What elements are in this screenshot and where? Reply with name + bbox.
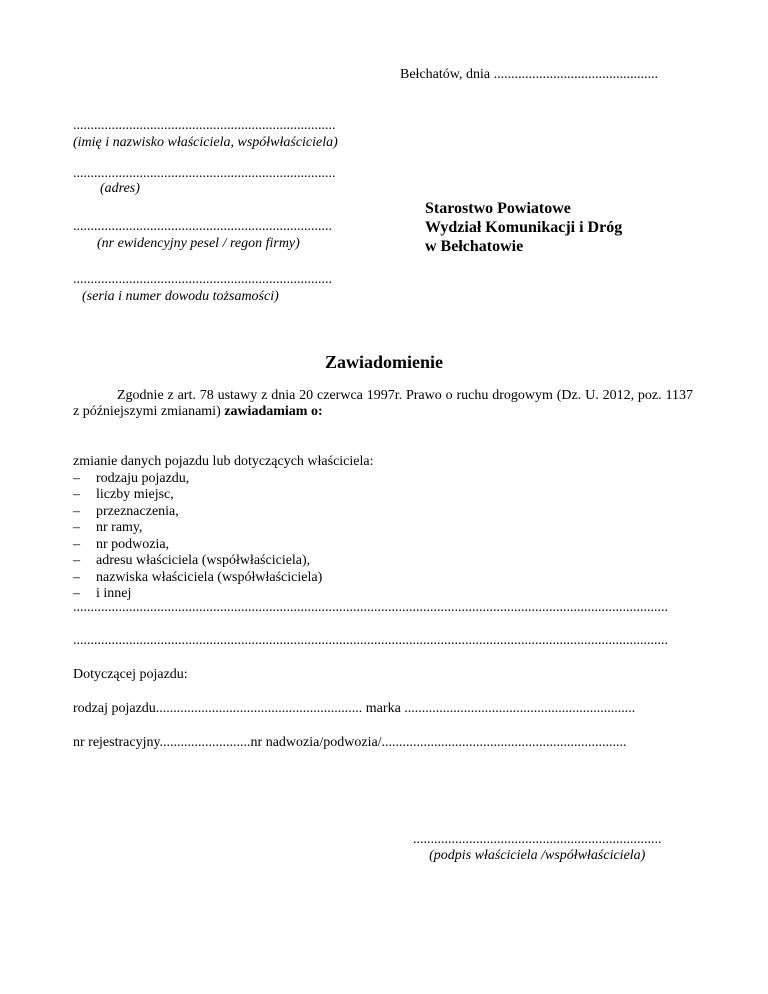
place-date: Bełchatów, dnia ............................................... [400, 67, 659, 82]
legal-paragraph-bold: zawiadamiam o: [224, 404, 323, 419]
signature-caption: (podpis właściciela /współwłaściciela) [429, 848, 646, 863]
list-item-label: nr ramy, [96, 520, 143, 535]
change-list-intro: zmianie danych pojazdu lub dotyczących właściciela: [73, 454, 374, 469]
vehicle-heading: Dotyczącej pojazdu: [73, 667, 188, 682]
office-address [425, 199, 622, 256]
owner-name-dots: ........................................................................... [73, 118, 336, 133]
dash-bullet: – [73, 503, 80, 519]
list-item-label: przeznaczenia, [96, 503, 179, 519]
list-item-label: liczby miejsc, [96, 487, 174, 502]
owner-name-caption: (imię i nazwisko właściciela, współwłaściciela) [73, 135, 338, 150]
office-line-1: Starostwo Powiatowe [425, 200, 571, 217]
list-item [73, 553, 373, 570]
list-item [73, 570, 373, 587]
dash-bullet: – [73, 470, 80, 486]
other-changes-dots-2: .......................................................................................................................................................................... [73, 633, 668, 648]
office-line-2: Wydział Komunikacji i Dróg [425, 219, 623, 236]
list-item [73, 471, 373, 488]
id-document-dots: .......................................................................... [73, 272, 332, 287]
dash-bullet: – [73, 487, 80, 502]
vehicle-type-make-line: rodzaj pojazdu........................................................... marka .................................................................. [73, 701, 636, 716]
list-item-label: nr podwozia, [96, 536, 170, 552]
signature-block [413, 832, 662, 864]
id-document-caption: (seria i numer dowodu tożsamości) [82, 289, 279, 304]
dash-bullet: – [73, 553, 80, 568]
address-caption: (adres) [100, 181, 140, 196]
list-item-label: i innej [96, 586, 132, 601]
list-item [73, 537, 373, 554]
legal-paragraph-text: Zgodnie z art. 78 ustawy z dnia 20 czerwca 1997r. Prawo o ruchu drogowym (Dz. U. 2012, poz. 1137 z późniejszymi zmianami) [73, 388, 693, 419]
document-title: Zawiadomienie [324, 352, 443, 372]
other-changes-dots-1: .......................................................................................................................................................................... [73, 600, 668, 615]
vehicle-registration-line: nr rejestracyjny..........................nr nadwozia/podwozia/...................................................................... [73, 735, 627, 750]
signature-dots: ....................................................................... [413, 832, 662, 847]
list-item [73, 520, 373, 537]
legal-paragraph [73, 388, 693, 420]
dash-bullet: – [73, 536, 80, 552]
pesel-regon-dots: .......................................................................... [73, 219, 332, 234]
list-item-label: rodzaju pojazdu, [96, 470, 190, 486]
office-line-3: w Bełchatowie [425, 238, 524, 255]
list-item-label: nazwiska właściciela (współwłaściciela) [96, 569, 323, 585]
list-item [73, 487, 373, 504]
dash-bullet: – [73, 586, 80, 601]
dash-bullet: – [73, 569, 80, 585]
dash-bullet: – [73, 520, 80, 535]
pesel-regon-caption: (nr ewidencyjny pesel / regon firmy) [97, 236, 300, 251]
change-list [73, 454, 373, 603]
list-item-label: adresu właściciela (współwłaściciela), [96, 553, 311, 568]
list-item [73, 504, 373, 521]
address-dots: ........................................................................... [73, 166, 336, 181]
